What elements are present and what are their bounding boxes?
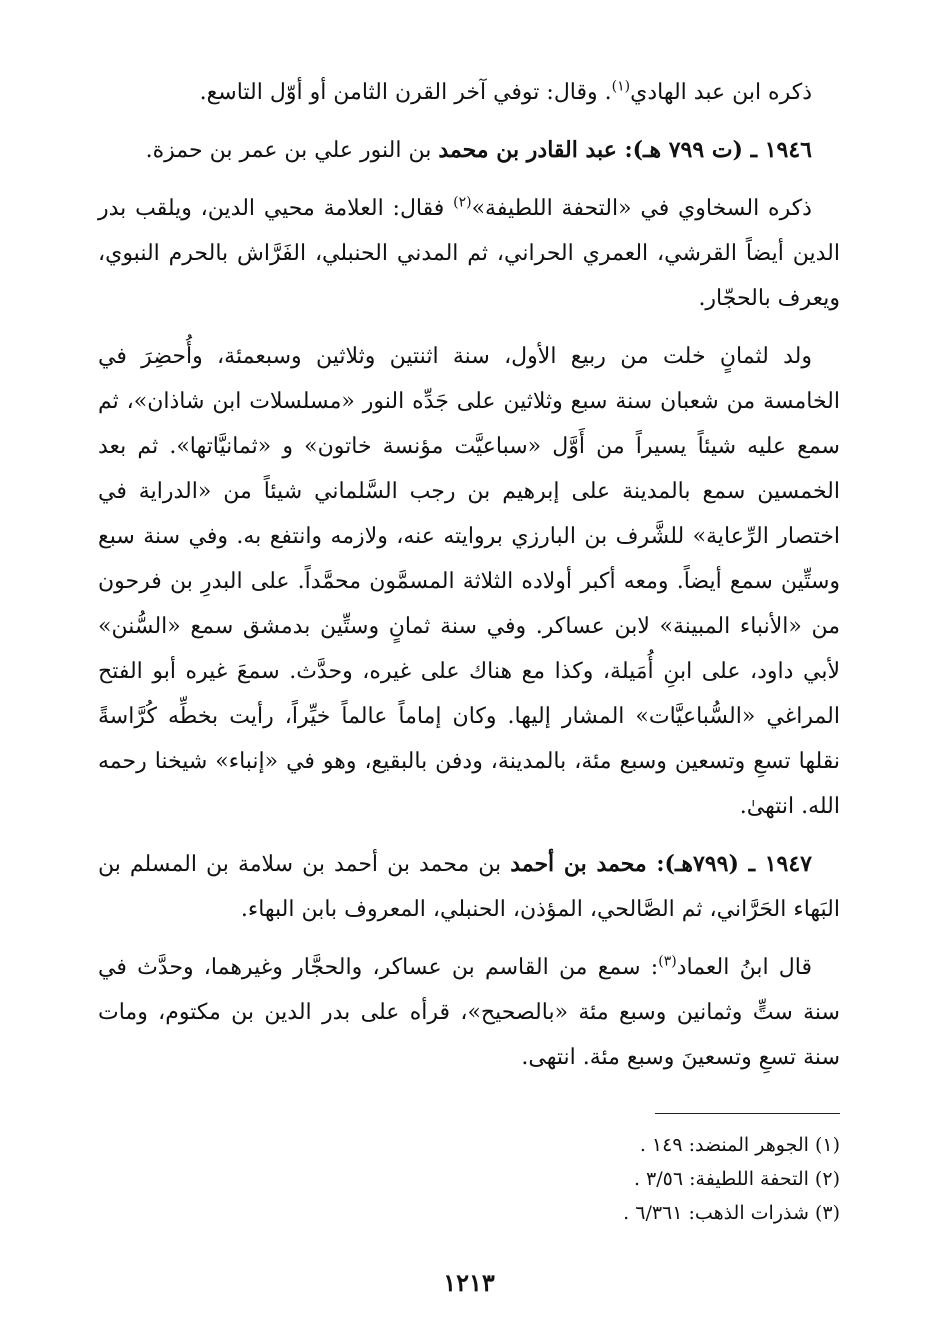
paragraph-1 xyxy=(98,70,840,115)
entry-heading: ١٩٤٧ ـ (٧٩٩هـ): محمد بن أحمد xyxy=(510,851,812,877)
page-number: ١٢١٣ xyxy=(443,1268,495,1297)
entry-1947 xyxy=(98,842,840,932)
entry-heading: ١٩٤٦ ـ (ت ٧٩٩ هـ): عبد القادر بن محمد xyxy=(438,137,812,163)
paragraph-text: بن محمد بن أحمد بن سلامة بن المسلم بن البَهاء الحَرَّاني، ثم الصَّالحي، المؤذن، الحنبلي، المعروف بابن البهاء. xyxy=(98,852,840,922)
paragraph-text: قال ابنُ العماد xyxy=(676,955,812,980)
footnote-2: (٢) التحفة اللطيفة: ٣/٥٦ . xyxy=(633,1168,840,1190)
paragraph-6 xyxy=(98,945,840,1080)
footnote-3: (٣) شذرات الذهب: ٦/٣٦١ . xyxy=(623,1202,840,1224)
paragraph-text: . وقال: توفي آخر القرن الثامن أو أوّل التاسع. xyxy=(199,80,612,105)
paragraph-text: ذكره ابن عبد الهادي xyxy=(630,80,812,105)
footnote-separator xyxy=(655,1113,840,1114)
footnote-ref-1: (١) xyxy=(611,78,631,95)
paragraph-text: فقال: العلامة محيي الدين، ويلقب بدر الدين أيضاً القرشي، العمري الحراني، ثم المدني الحنبلي، الفَرَّاش بالحرم النبوي، ويعرف بالحجّار. xyxy=(98,196,840,311)
paragraph-text: بن النور علي بن عمر بن حمزة. xyxy=(145,138,439,163)
footnote-ref-2: (٢) xyxy=(453,194,472,211)
paragraph-text: : سمع من القاسم بن عساكر، والحجَّار وغيرهما، وحدَّث في سنة ستٍّ وثمانين وسبع مئة «بالصحيح»، قرأه على بدر الدين بن مكتوم، ومات سنة تسعِ وتسعينَ وسبع مئة. انتهى. xyxy=(98,955,840,1070)
entry-1946 xyxy=(98,128,840,173)
footnotes xyxy=(98,1128,840,1230)
paragraph-3 xyxy=(98,186,840,321)
paragraph-text: ذكره السخاوي في «التحفة اللطيفة» xyxy=(471,196,812,221)
footnote-1: (١) الجوهر المنضد: ١٤٩ . xyxy=(639,1134,840,1156)
paragraph-4: ولد لثمانٍ خلت من ربيع الأول، سنة اثنتين وثلاثين وسبعمئة، وأُحضِرَ في الخامسة من شعبان سنة سبع وثلاثين على جَدِّه النور «مسلسلات ابن شاذان»، ثم سمع عليه شيئاً يسيراً من أَوَّل «سباعيَّت مؤنسة خاتون» و «ثمانيَّاتها». ثم بعد الخمسين سمع بالمدينة على إبرهيم بن رجب السَّلماني شيئاً من «الدراية في اختصار الرِّعاية» للشَّرف بن البارزي بروايته عنه، ولازمه وانتفع به. وفي سنة سبع وستِّين سمع أيضاً. ومعه أكبر أولاده الثلاثة المسمَّون محمَّداً. على البدرِ بن فرحون من «الأنباء المبينة» لابن عساكر. وفي سنة ثمانٍ وستِّين بدمشق سمع «السُّنن» لأبي داود، على ابنِ أُمَيلة، وكذا مع هناك على غيره، وحدَّث. سمعَ غيره أبو الفتح المراغي «السُّباعيَّات» المشار إليها. وكان إماماً عالماً خيِّراً، رأيت بخطِّه كُرَّاسةً نقلها تسعِ وتسعين وسبع مئة، بالمدينة، ودفن بالبقيع، وهو في «إنباء» شيخنا رحمه الله. انتهىٰ. xyxy=(98,344,840,819)
footnote-ref-3: (٣) xyxy=(658,953,677,970)
main-text xyxy=(98,70,840,1080)
